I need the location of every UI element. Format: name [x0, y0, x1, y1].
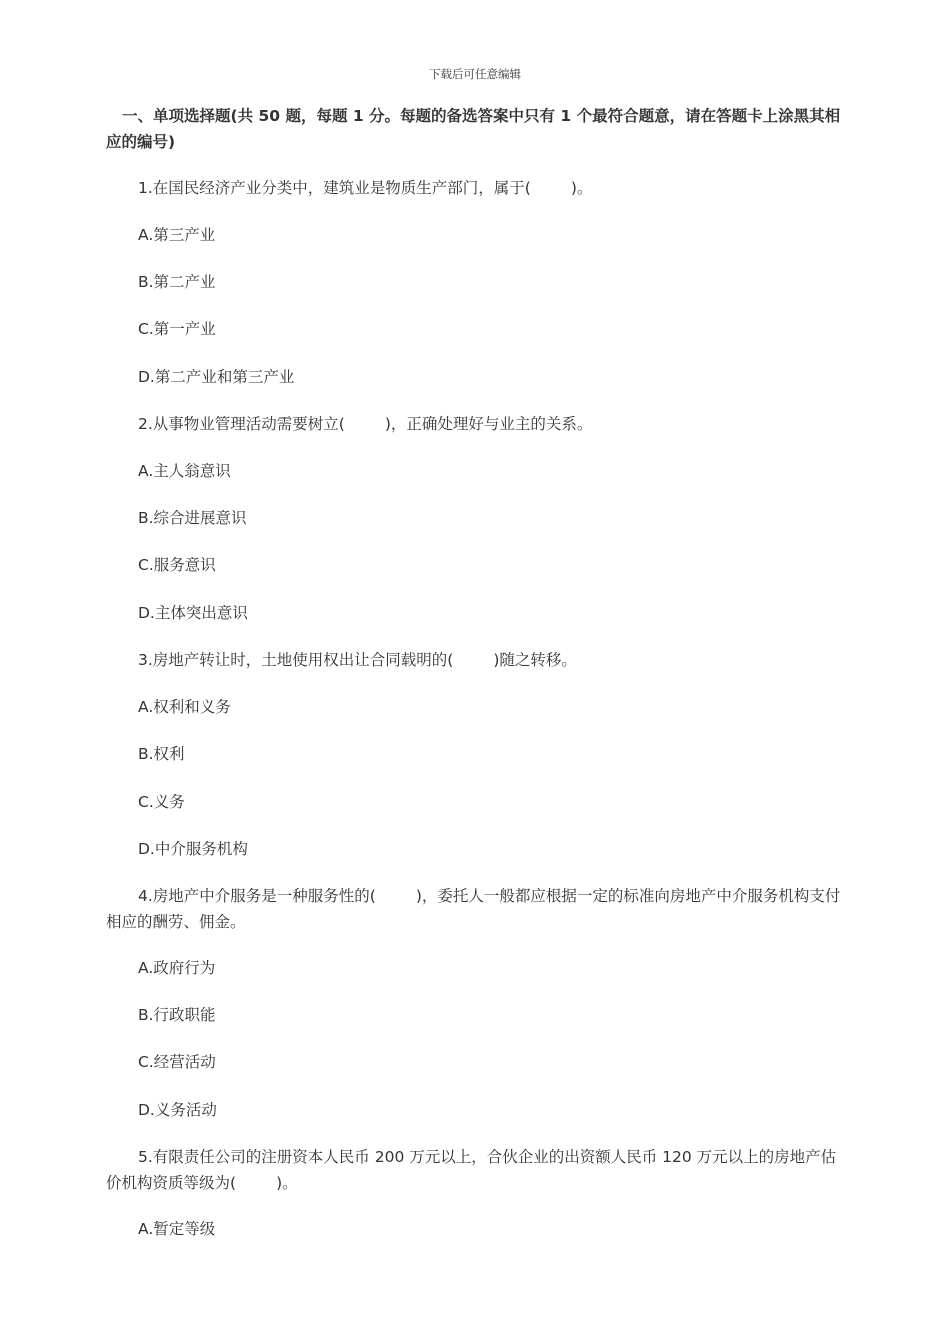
option: B.综合进展意识 — [138, 509, 247, 527]
option: D.义务活动 — [138, 1101, 217, 1119]
question-stem: 4.房地产中介服务是一种服务性的( )，委托人一般都应根据一定的标准向房地产中介服务机构支付相应的酬劳、佣金。 — [106, 887, 841, 931]
option: D.中介服务机构 — [138, 840, 248, 858]
option: D.主体突出意识 — [138, 604, 248, 622]
header-note: 下载后可任意编辑 — [429, 67, 521, 81]
option: C.经营活动 — [138, 1053, 216, 1071]
option: A.第三产业 — [138, 226, 216, 244]
option: A.政府行为 — [138, 959, 216, 977]
question-stem: 1.在国民经济产业分类中，建筑业是物质生产部门，属于( )。 — [138, 179, 593, 197]
question-stem: 2.从事物业管理活动需要树立( )，正确处理好与业主的关系。 — [138, 415, 593, 433]
option: C.义务 — [138, 793, 185, 811]
question-stem: 3.房地产转让时，土地使用权出让合同载明的( )随之转移。 — [138, 651, 577, 669]
option: B.权利 — [138, 745, 185, 763]
option: C.服务意识 — [138, 556, 216, 574]
option: D.第二产业和第三产业 — [138, 368, 295, 386]
option: A.权利和义务 — [138, 698, 231, 716]
option: B.行政职能 — [138, 1006, 216, 1024]
option: B.第二产业 — [138, 273, 216, 291]
option: C.第一产业 — [138, 320, 216, 338]
option: A.主人翁意识 — [138, 462, 231, 480]
section-title: 一、单项选择题(共 50 题，每题 1 分。每题的备选答案中只有 1 个最符合题意，请在答题卡上涂黑其相应的编号) — [106, 107, 841, 151]
question-stem: 5.有限责任公司的注册资本人民币 200 万元以上，合伙企业的出资额人民币 120 万元以上的房地产估价机构资质等级为( )。 — [106, 1148, 837, 1192]
option: A.暂定等级 — [138, 1220, 216, 1238]
